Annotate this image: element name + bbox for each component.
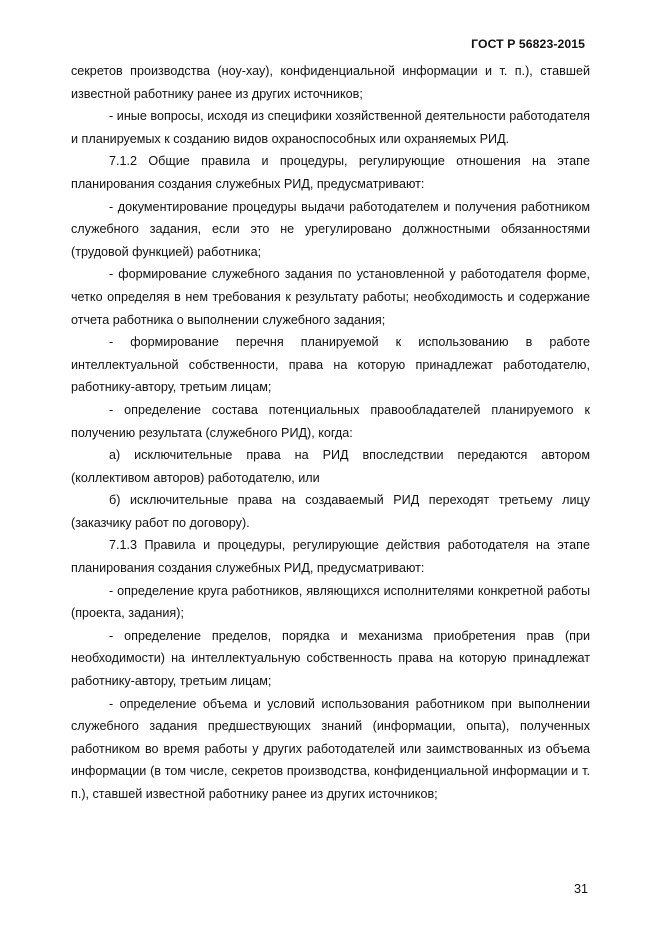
- paragraph-continuation: секретов производства (ноу-хау), конфиденциальной информации и т. п.), ставшей известной работнику ранее из других источников;: [71, 64, 590, 101]
- list-item-volume: - определение объема и условий использования работником при выполнении служебного задания предшествующих знаний (информации, опыта), полученных работником во время работы у других работодателей или заимствованных из объема информации (в том числе, секретов производства, конфиденциальной информации и т. п.), ставшей известной работнику ранее из других источников;: [71, 696, 590, 801]
- document-code-header: ГОСТ Р 56823-2015: [471, 37, 585, 51]
- document-body: [71, 60, 590, 806]
- section-7-1-2: 7.1.2 Общие правила и процедуры, регулирующие отношения на этапе планирования создания служебных РИД, предусматривают:: [71, 154, 590, 191]
- page-number: 31: [573, 882, 588, 896]
- list-item-forming-task: - формирование служебного задания по установленной у работодателя форме, четко определяя в нем требования к результату работы; необходимость и содержание отчета работника о выполнении служебного задания;: [71, 267, 590, 327]
- list-item-documenting: - документирование процедуры выдачи работодателем и получения работником служебного задания, если это не урегулировано должностными обязанностями (трудовой функцией) работника;: [71, 199, 590, 259]
- list-item-owners: - определение состава потенциальных правообладателей планируемого к получению результата (служебного РИД), когда:: [71, 402, 590, 440]
- list-item-b: б) исключительные права на создаваемый РИД переходят третьему лицу (заказчику работ по договору).: [71, 493, 590, 530]
- list-item-a: а) исключительные права на РИД впоследствии передаются автором (коллективом авторов) работодателю, или: [71, 448, 590, 485]
- list-item-circle-workers: - определение круга работников, являющихся исполнителями конкретной работы (проекта, задания);: [71, 583, 590, 621]
- list-item-forming-list: - формирование перечня планируемой к использованию в работе интеллектуальной собственности, права на которую принадлежат работодателю, работнику-автору, третьим лицам;: [71, 335, 590, 395]
- list-item-limits: - определение пределов, порядка и механизма приобретения прав (при необходимости) на интеллектуальную собственность права на которую принадлежат работнику-автору, третьим лицам;: [71, 628, 590, 689]
- section-7-1-3: 7.1.3 Правила и процедуры, регулирующие действия работодателя на этапе планирования создания служебных РИД, предусматривают:: [71, 538, 590, 576]
- list-item-other-questions: - иные вопросы, исходя из специфики хозяйственной деятельности работодателя и планируемых к созданию видов охраноспособных или охраняемых РИД.: [71, 109, 590, 146]
